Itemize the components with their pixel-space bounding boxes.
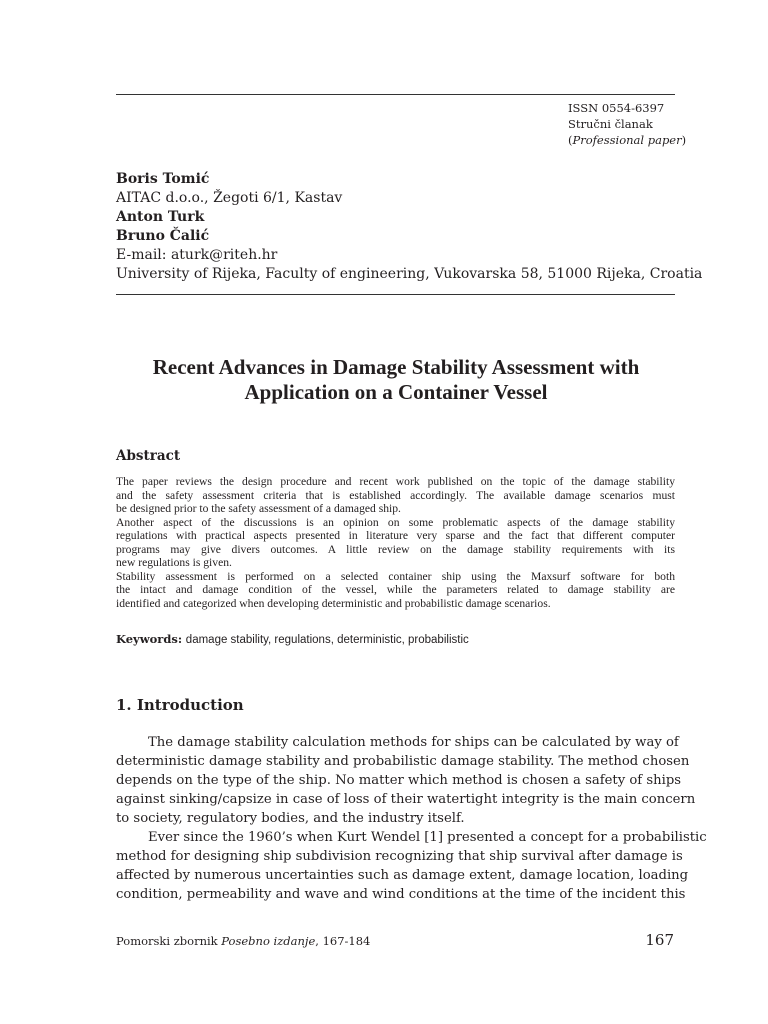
paragraph-line: method for designing ship subdivision recognizing that ship survival after damage is xyxy=(116,849,683,864)
abstract-line: programs may give divers outcomes. A little review on the damage stability requirements with its xyxy=(116,542,675,556)
paper-type-en: (Professional paper) xyxy=(568,133,687,147)
keywords-label: Keywords: xyxy=(116,632,183,646)
author-affiliation: E-mail: aturk@riteh.hr xyxy=(116,247,278,263)
author-affiliation: University of Rijeka, Faculty of engineering, Vukovarska 58, 51000 Rijeka, Croatia xyxy=(116,266,703,282)
author-name: Bruno Čalić xyxy=(116,228,210,244)
paragraph-line: affected by numerous uncertainties such as damage extent, damage location, loading xyxy=(116,868,689,883)
section-title: 1. Introduction xyxy=(116,696,244,714)
paragraph-line: depends on the type of the ship. No matter which method is chosen a safety of ships xyxy=(116,773,682,788)
paragraph-line: condition, permeability and wave and wind conditions at the time of the incident this xyxy=(116,887,686,902)
abstract-heading: Abstract xyxy=(116,448,181,464)
author-name: Boris Tomić xyxy=(116,171,210,187)
introduction-text xyxy=(116,733,707,904)
paragraph-line: The damage stability calculation methods for ships can be calculated by way of xyxy=(148,735,679,750)
abstract-line: be designed prior to the safety assessment of a damaged ship. xyxy=(116,502,401,515)
abstract-line: new regulations is given. xyxy=(116,556,232,569)
author-affiliation: AITAC d.o.o., Žegoti 6/1, Kastav xyxy=(116,190,343,206)
page-number: 167 xyxy=(645,931,674,949)
title-line: Recent Advances in Damage Stability Assessment with xyxy=(152,355,640,379)
paper-title xyxy=(116,355,676,405)
abstract-line: The paper reviews the design procedure and recent work published on the topic of the damage stability xyxy=(116,475,675,488)
footer-citation: Pomorski zbornik Posebno izdanje, 167-184 xyxy=(116,934,371,948)
author-rule xyxy=(116,294,675,295)
abstract-line: and the safety assessment criteria that is established accordingly. The available damage scenarios must xyxy=(116,488,675,502)
author-name: Anton Turk xyxy=(116,209,205,225)
abstract-line: identified and categorized when developing deterministic and probabilistic damage scenarios. xyxy=(116,596,551,610)
title-line: Application on a Container Vessel xyxy=(244,380,548,404)
abstract-line: the intact and damage condition of the vessel, while the parameters related to damage stability are xyxy=(116,583,675,596)
paragraph-line: deterministic damage stability and probabilistic damage stability. The method chosen xyxy=(116,754,690,769)
keywords-text: damage stability, regulations, deterministic, probabilistic xyxy=(185,634,469,646)
paper-meta xyxy=(568,100,686,148)
paper-type: Stručni članak xyxy=(568,117,653,131)
abstract-line: regulations with practical aspects presented in literature very sparse and the fact that different computer xyxy=(116,529,675,542)
abstract-line: Another aspect of the discussions is an opinion on some problematic aspects of the damage stability xyxy=(116,515,675,529)
paragraph-line: to society, regulatory bodies, and the industry itself. xyxy=(116,811,465,826)
abstract-line: Stability assessment is performed on a selected container ship using the Maxsurf software for both xyxy=(116,569,675,583)
paragraph-line: against sinking/capsize in case of loss of their watertight integrity is the main concern xyxy=(116,792,696,807)
issn: ISSN 0554-6397 xyxy=(568,101,665,115)
keywords xyxy=(116,632,469,646)
paragraph-line: Ever since the 1960’s when Kurt Wendel [1] presented a concept for a probabilistic xyxy=(148,830,707,845)
top-rule xyxy=(116,94,675,95)
authors-block xyxy=(116,170,703,284)
abstract-text xyxy=(116,475,675,610)
